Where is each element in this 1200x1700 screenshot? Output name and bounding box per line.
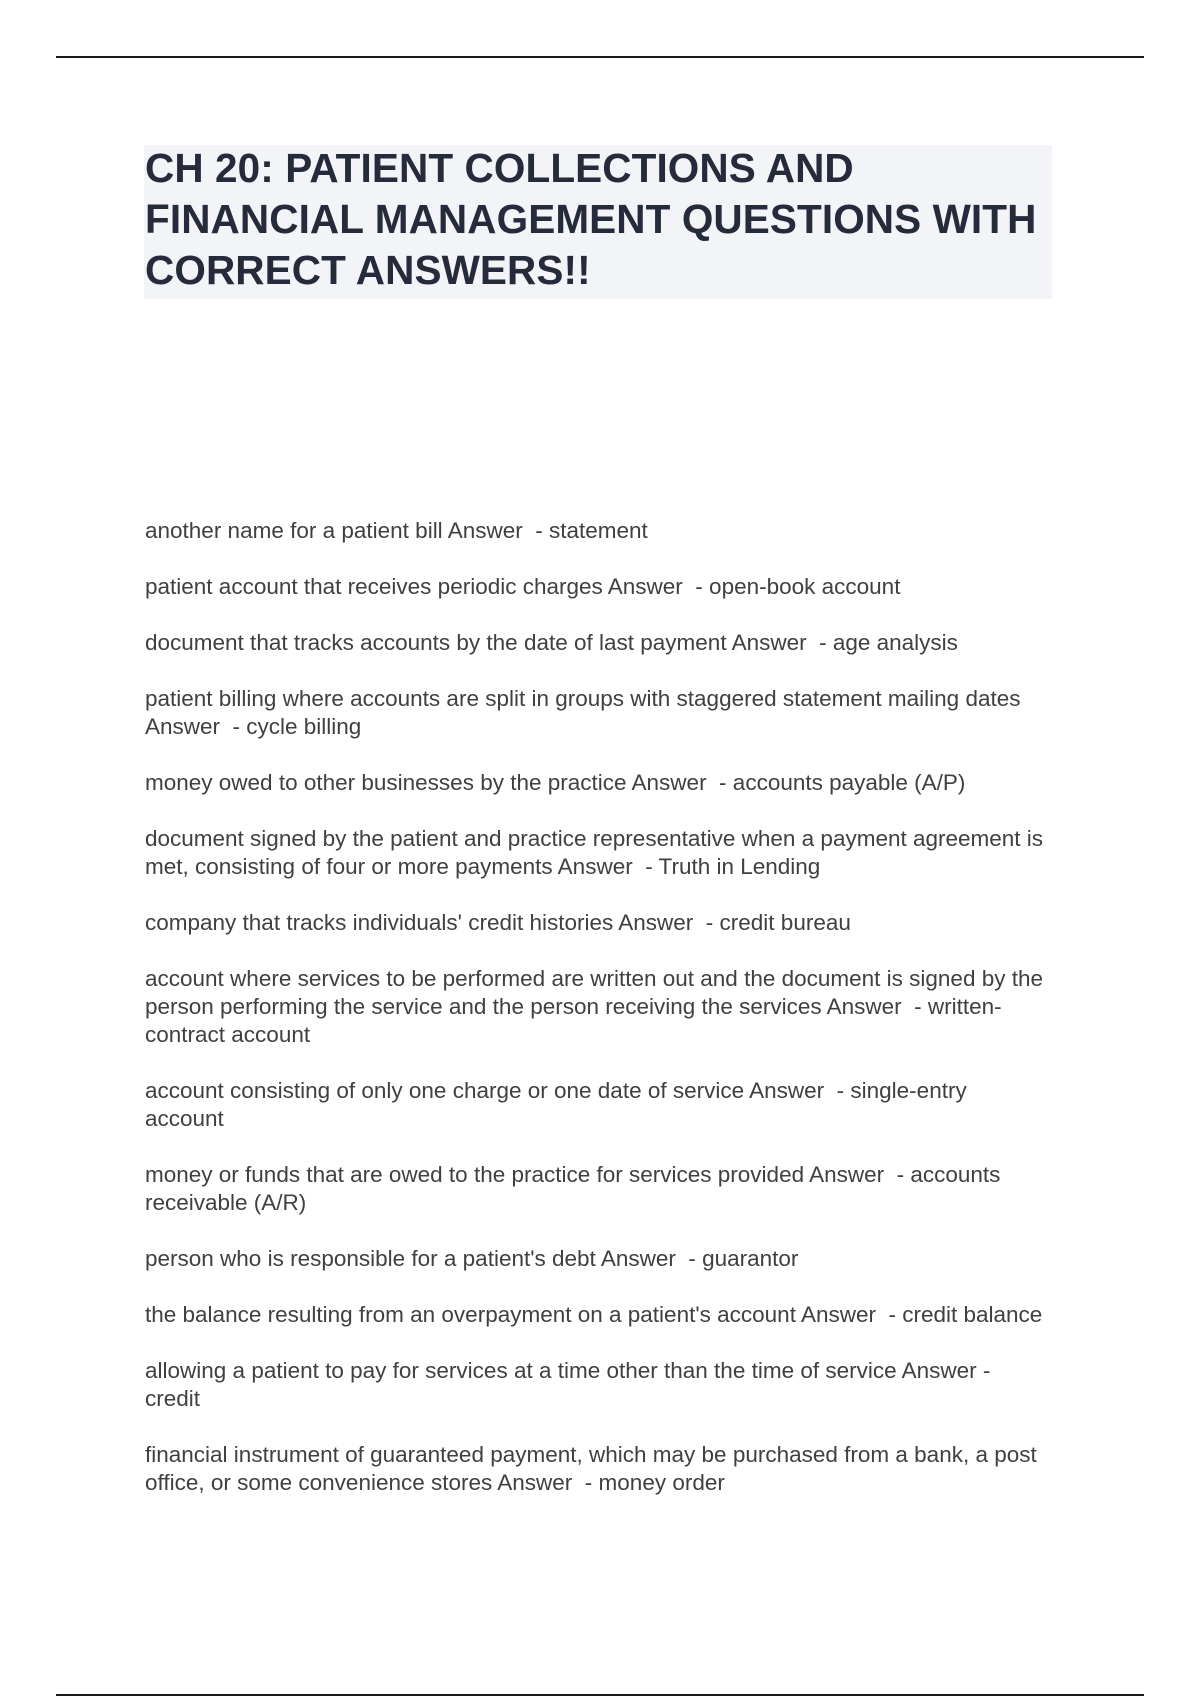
- qa-item: patient billing where accounts are split in groups with staggered statement mailing dates Answer - cycle billing: [145, 686, 1026, 739]
- qa-item: another name for a patient bill Answer - statement: [145, 518, 648, 543]
- qa-item: document that tracks accounts by the date of last payment Answer - age analysis: [145, 630, 958, 655]
- qa-item: patient account that receives periodic charges Answer - open-book account: [145, 574, 901, 599]
- qa-item: money owed to other businesses by the practice Answer - accounts payable (A/P): [145, 770, 966, 795]
- qa-list: [145, 517, 1050, 1525]
- qa-item: company that tracks individuals' credit histories Answer - credit bureau: [145, 910, 851, 935]
- qa-item: person who is responsible for a patient's debt Answer - guarantor: [145, 1246, 799, 1271]
- qa-item: the balance resulting from an overpayment on a patient's account Answer - credit balance: [145, 1302, 1043, 1327]
- qa-item: document signed by the patient and practice representative when a payment agreement is met, consisting of four or more payments Answer - Truth in Lending: [145, 826, 1050, 879]
- top-rule: [56, 56, 1144, 58]
- qa-item: financial instrument of guaranteed payment, which may be purchased from a bank, a post office, or some convenience stores Answer - money order: [145, 1442, 1044, 1495]
- bottom-rule: [56, 1694, 1144, 1696]
- qa-item: money or funds that are owed to the practice for services provided Answer - accounts receivable (A/R): [145, 1162, 1007, 1215]
- page-title: CH 20: PATIENT COLLECTIONS AND FINANCIAL MANAGEMENT QUESTIONS WITH CORRECT ANSWERS!!: [145, 145, 1037, 293]
- qa-item: account consisting of only one charge or one date of service Answer - single-entry account: [145, 1078, 973, 1131]
- qa-item: account where services to be performed are written out and the document is signed by the person performing the service and the person receiving the services Answer - written-contract account: [145, 966, 1050, 1047]
- qa-item: allowing a patient to pay for services at a time other than the time of service Answer - credit: [145, 1358, 997, 1411]
